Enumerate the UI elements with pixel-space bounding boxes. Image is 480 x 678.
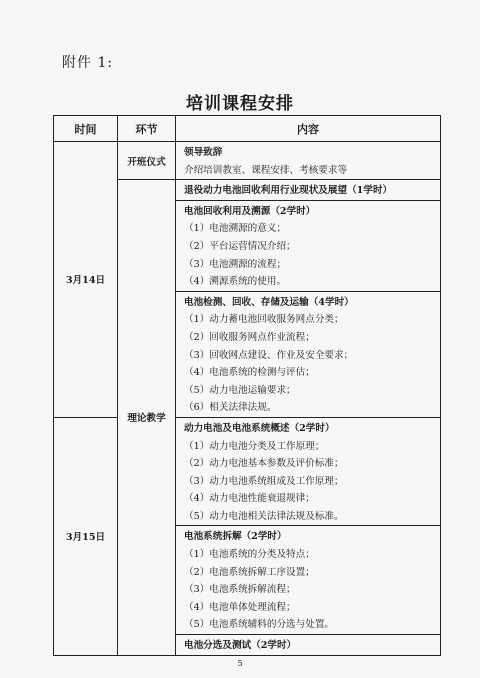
content-item: （2）动力电池基本参数及评价标准；	[184, 458, 344, 470]
content-item: （1）动力蓄电池回收服务网点分类；	[184, 314, 344, 326]
date-day2: 3月15日	[54, 417, 118, 655]
course-schedule-table	[53, 115, 441, 656]
content-block	[176, 291, 441, 417]
document-title: 培训课程安排	[186, 94, 294, 114]
content-block	[176, 635, 441, 656]
content-block	[176, 417, 441, 526]
content-item: （4）电池系统的检测与评估；	[184, 367, 315, 379]
content-heading: 电池回收利用及溯源（2学时）	[184, 205, 316, 217]
content-item: （5）动力电池相关法律法规及标准。	[184, 510, 344, 522]
content-block	[176, 142, 441, 180]
content-item: （6）相关法律法规。	[184, 402, 277, 414]
content-item: （2）回收服务网点作业流程；	[184, 331, 315, 343]
content-heading: 退役动力电池回收利用行业现状及展望（1学时）	[184, 185, 393, 197]
content-item: （2）电池系统拆解工序设置；	[184, 566, 315, 578]
segment-theory: 理论教学	[118, 180, 176, 655]
attachment-label: 附件 1:	[62, 55, 114, 71]
table-header-row	[54, 116, 441, 142]
content-item: （5）电池系统辅料的分选与处置。	[184, 619, 335, 631]
content-item: （3）电池系统拆解流程；	[184, 584, 296, 596]
content-block	[176, 200, 441, 291]
content-heading: 电池检测、回收、存储及运输（4学时）	[184, 296, 354, 308]
content-item: （5）动力电池运输要求；	[184, 384, 296, 396]
date-day1: 3月14日	[54, 142, 118, 418]
content-item: （1）电池溯源的意义；	[184, 223, 287, 235]
header-segment: 环节	[118, 116, 176, 142]
page-number: 5	[237, 659, 243, 668]
table-row	[54, 417, 441, 526]
content-item: （1）电池系统的分类及特点；	[184, 549, 315, 561]
content-heading: 电池分选及测试（2学时）	[184, 640, 297, 652]
content-item: （2）平台运营情况介绍；	[184, 240, 296, 252]
content-item: （3）电池溯源的流程；	[184, 258, 287, 270]
segment-opening: 开班仪式	[118, 142, 176, 180]
content-item: （4）电池单体处理流程；	[184, 601, 296, 613]
content-heading: 动力电池及电池系统概述（2学时）	[184, 422, 335, 434]
content-item: （3）回收网点建设、作业及安全要求；	[184, 349, 354, 361]
content-item: （1）动力电池分类及工作原理；	[184, 440, 325, 452]
table-row	[54, 142, 441, 180]
content-heading: 电池系统拆解（2学时）	[184, 531, 287, 543]
content-block	[176, 526, 441, 635]
header-time: 时间	[54, 116, 118, 142]
header-content: 内容	[176, 116, 441, 142]
content-item: （3）动力电池系统组成及工作原理；	[184, 475, 344, 487]
content-block	[176, 180, 441, 201]
content-heading: 领导致辞	[184, 147, 223, 158]
content-item: 介绍培训教室、课程安排、考核要求等	[184, 164, 348, 176]
content-item: （4）溯源系统的使用。	[184, 276, 287, 288]
content-item: （4）动力电池性能衰退规律；	[184, 493, 315, 505]
